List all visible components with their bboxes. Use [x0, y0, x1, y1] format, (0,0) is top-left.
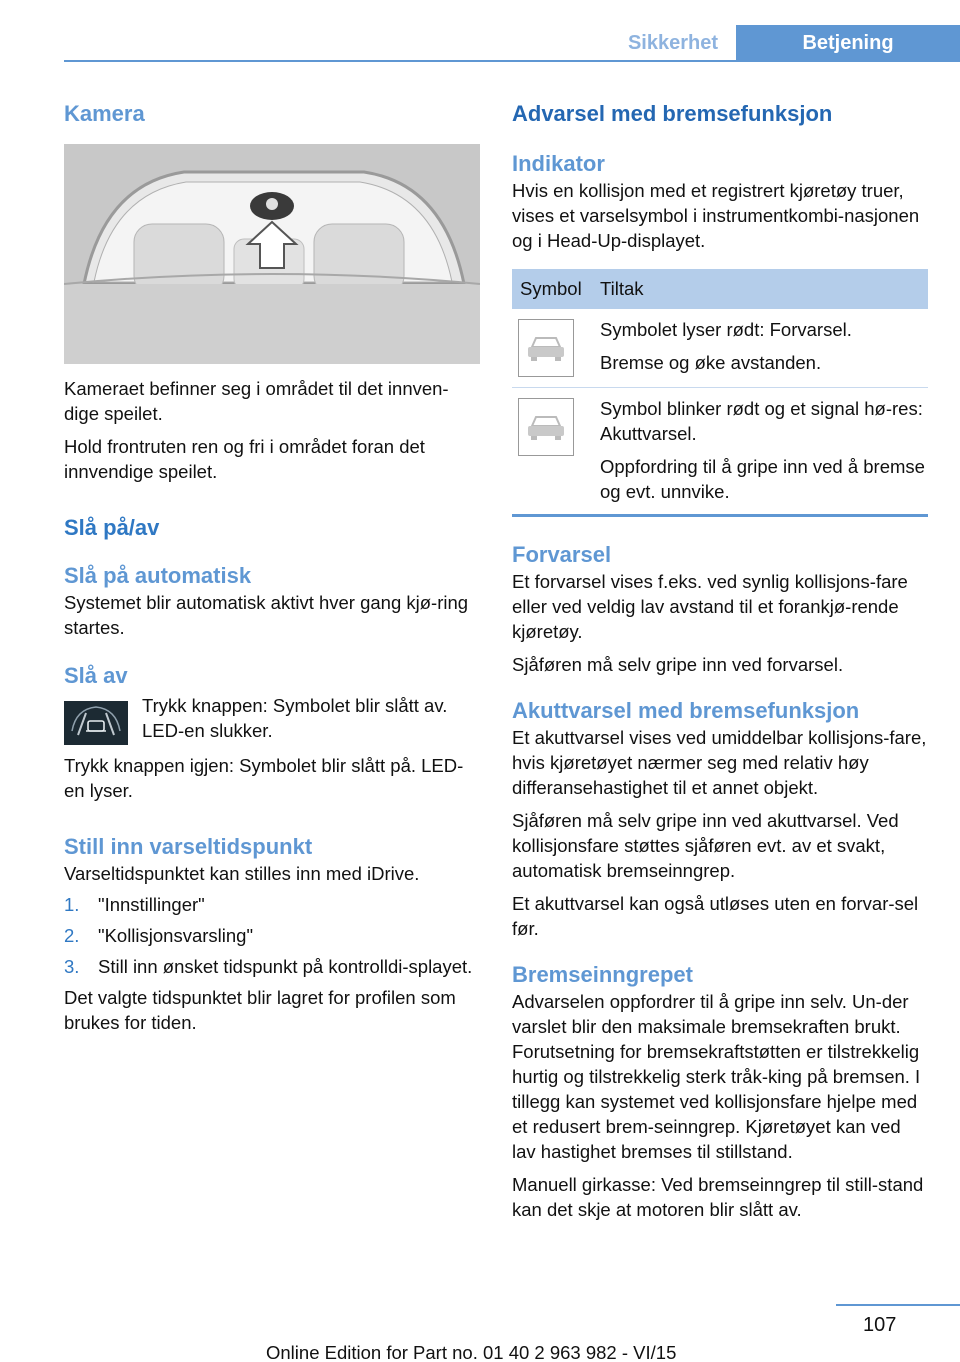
left-column [64, 100, 480, 1035]
online-edition-text: Online Edition for Part no. 01 40 2 963 982 - VI/15 [266, 1342, 677, 1362]
section-title-advarsel: Advarsel med bremsefunksjon [512, 101, 833, 126]
kamera-paragraph-2: Hold frontruten ren og fri i området foran det innvendige speilet. [64, 436, 425, 482]
footer-rule [836, 1304, 960, 1306]
list-item: 2. "Kollisjonsvarsling" [64, 925, 254, 946]
list-item: 3. Still inn ønsket tidspunkt på kontrolldi‐splayet. [64, 956, 473, 977]
row-1-line-1: Symbolet lyser rødt: Forvarsel. [600, 319, 852, 340]
windshield-camera-icon [64, 144, 480, 364]
table-row [512, 309, 928, 387]
brems-paragraph-1: Advarselen oppfordrer til å gripe inn selv. Un‐der varslet blir den maksimale bremsekraften brukt. Forutsetning for bremsekraftstøtten er tilstrekkelig hurtig og tilstrekkelig sterk tråk‐king på bremsen. I tillegg kan systemet ved kollisjonsfare hjelpe med et redusert brem‐seinngrep. Kjøretøyet kan ved lav hastighet bremses til stillstand. [512, 991, 921, 1162]
kamera-paragraph-1: Kameraet befinner seg i området til det innven‐dige speilet. [64, 378, 449, 424]
forvarsel-paragraph-1: Et forvarsel vises f.eks. ved synlig kollisjons‐fare eller ved veldig lav avstand til et forankjø‐rende kjøretøy. [512, 571, 908, 642]
brems-paragraph-2: Manuell girkasse: Ved bremseinngrep til still‐stand kan det skje at motoren blir slått av. [512, 1174, 924, 1220]
section-title-kamera: Kamera [64, 101, 145, 126]
akutt-paragraph-2: Sjåføren må selv gripe inn ved akuttvarsel. Ved kollisjonsfare støttes sjåføren evt. av et svakt, automatisk bremseinngrep. [512, 810, 899, 881]
row-2-line-1: Symbol blinker rødt og et signal hø‐res: Akuttvarsel. [600, 398, 923, 444]
subtitle-indikator: Indikator [512, 151, 605, 176]
indikator-paragraph: Hvis en kollisjon med et registrert kjøretøy truer, vises et varselsymbol i instrumentkombi‐nasjonen og i Head-Up-displayet. [512, 180, 920, 251]
tab-betjening[interactable]: Betjening [736, 25, 960, 62]
car-warning-icon [518, 398, 574, 456]
symbol-table [512, 269, 928, 517]
col-symbol: Symbol [520, 278, 582, 299]
tab-sikkerhet[interactable]: Sikkerhet [627, 32, 719, 54]
still-paragraph-2: Det valgte tidspunktet blir lagret for profilen som brukes for tiden. [64, 987, 456, 1033]
subtitle-forvarsel: Forvarsel [512, 542, 612, 567]
section-title-sla-pa-av: Slå på/av [64, 515, 160, 540]
steps-list [64, 892, 480, 979]
camera-illustration [64, 144, 480, 364]
table-row [512, 387, 928, 514]
car-warning-icon [518, 319, 574, 377]
list-item: 1. "Innstillinger" [64, 894, 205, 915]
button-instruction-row [64, 693, 480, 745]
auto-paragraph: Systemet blir automatisk aktivt hver gang kjø‐ring startes. [64, 592, 469, 638]
forvarsel-paragraph-2: Sjåføren må selv gripe inn ved forvarsel. [512, 654, 844, 675]
subtitle-sla-pa-automatisk: Slå på automatisk [64, 563, 252, 588]
row-1-line-2: Bremse og øke avstanden. [600, 352, 822, 373]
table-header [512, 269, 928, 309]
av-paragraph-2: Trykk knappen igjen: Symbolet blir slått på. LED-en lyser. [64, 755, 464, 801]
akutt-paragraph-1: Et akuttvarsel vises ved umiddelbar kollisjons‐fare, hvis kjøretøyet nærmer seg med relativ høy differansehastighet til et annet objekt. [512, 727, 927, 798]
still-paragraph: Varseltidspunktet kan stilles inn med iDrive. [64, 863, 420, 884]
page-number: 107 [863, 1314, 897, 1336]
button-instruction-text: Trykk knappen: Symbolet blir slått av. LED-en slukker. [142, 695, 448, 741]
subtitle-sla-av: Slå av [64, 663, 128, 688]
subtitle-bremseinngrepet: Bremseinngrepet [512, 962, 693, 987]
akutt-paragraph-3: Et akuttvarsel kan også utløses uten en forvar‐sel før. [512, 893, 919, 939]
subtitle-akuttvarsel: Akuttvarsel med bremsefunksjon [512, 698, 860, 723]
col-tiltak: Tiltak [600, 278, 644, 299]
collision-warning-button-icon [64, 701, 128, 745]
row-2-line-2: Oppfordring til å gripe inn ved å bremse og evt. unnvike. [600, 456, 925, 502]
right-column [512, 100, 928, 1222]
subtitle-still-inn-varseltidspunkt: Still inn varseltidspunkt [64, 834, 313, 859]
